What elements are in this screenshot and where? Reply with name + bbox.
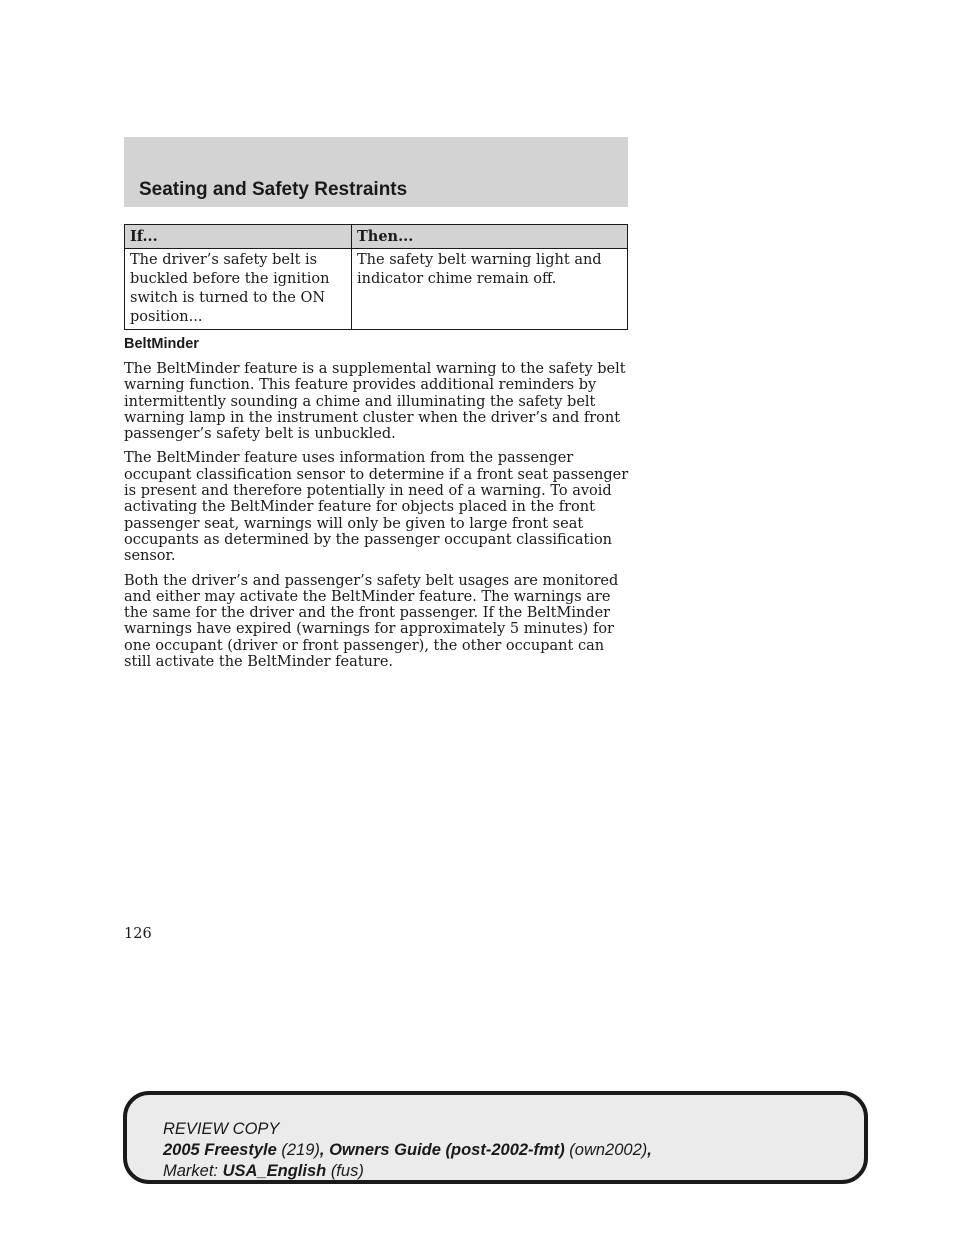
footer-market-line — [163, 1161, 652, 1182]
table-cell-if: The driver’s safety belt is buckled before the ignition switch is turned to the ON position... — [125, 249, 352, 330]
footer-guide: Owners Guide (post-2002-fmt) — [329, 1141, 565, 1159]
paragraph: The BeltMinder feature is a supplemental warning to the safety belt warning function. This feature provides additional reminders by intermittently sounding a chime and illuminating the safety belt warning lamp in the instrument cluster when the driver’s and front passenger’s safety belt is unbuckled. — [124, 361, 626, 443]
footer-model: 2005 Freestyle — [163, 1141, 277, 1159]
body-text — [124, 361, 630, 678]
table-row — [125, 249, 628, 330]
footer-model-line — [163, 1140, 652, 1161]
section-header-band — [124, 137, 628, 207]
footer-market-code: (fus) — [330, 1162, 364, 1180]
footer-separator: , — [647, 1141, 652, 1159]
footer-market: USA_English — [222, 1162, 327, 1180]
page-title: Seating and Safety Restraints — [139, 179, 408, 200]
table-header-if: If... — [125, 225, 352, 249]
footer-separator: , — [319, 1141, 325, 1159]
page-number: 126 — [124, 926, 152, 942]
condition-table — [124, 224, 628, 330]
footer-review-label: REVIEW COPY — [163, 1120, 280, 1138]
footer-text — [163, 1119, 652, 1182]
paragraph: Both the driver’s and passenger’s safety belt usages are monitored and either may activate the BeltMinder feature. The warnings are the same for the driver and the front passenger. If the BeltMinder warnings have expired (warnings for approximately 5 minutes) for one occupant (driver or front passenger), the other occupant can still activate the BeltMinder feature. — [124, 572, 619, 671]
section-heading: BeltMinder — [124, 336, 199, 352]
paragraph: The BeltMinder feature uses information from the passenger occupant classification sensor to determine if a front seat passenger is present and therefore potentially in need of a warning. To avoid activating the BeltMinder feature for objects placed in the front passenger seat, warnings will only be given to large front seat occupants as determined by the passenger occupant classification sensor. — [124, 450, 629, 565]
table-header-then: Then... — [352, 225, 628, 249]
footer-market-label: Market: — [163, 1162, 219, 1180]
footer-model-code: (219) — [281, 1141, 320, 1159]
table-cell-then: The safety belt warning light and indicator chime remain off. — [352, 249, 628, 330]
review-copy-footer — [123, 1091, 868, 1184]
footer-guide-code: (own2002) — [569, 1141, 648, 1159]
table-header-row — [125, 225, 628, 249]
